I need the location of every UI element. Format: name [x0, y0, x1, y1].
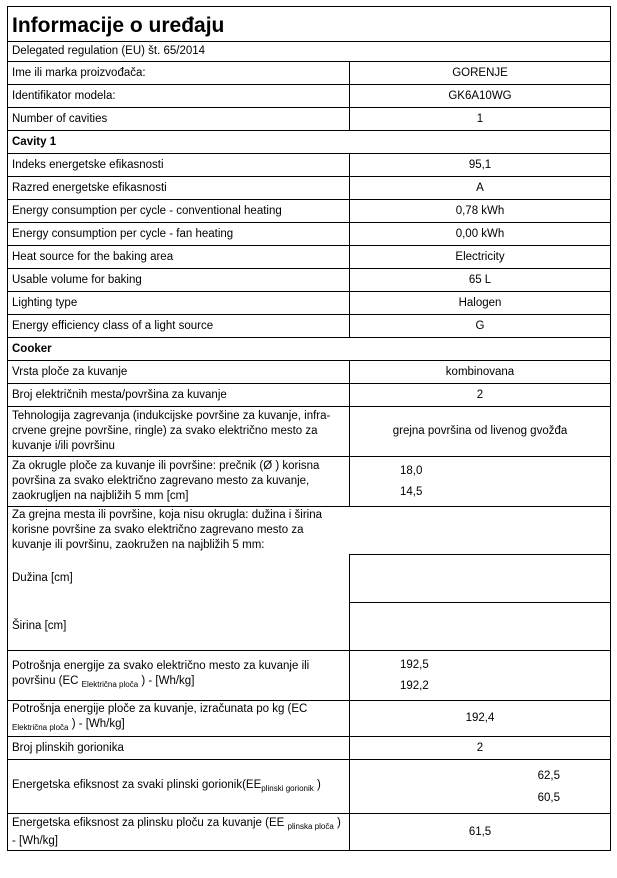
- burner-efficiency-values: [350, 760, 611, 814]
- table-row: [8, 407, 611, 457]
- row-value: grejna površina od livenog gvožđa: [350, 407, 611, 457]
- row-label: Lighting type: [8, 292, 350, 315]
- table-row: [8, 177, 611, 200]
- row-value: 61,5: [350, 814, 611, 851]
- row-label: Ime ili marka proizvođača:: [8, 62, 350, 85]
- table-row: [8, 457, 611, 507]
- diameter-value: 18,0: [400, 464, 423, 477]
- burner-efficiency-value: 60,5: [537, 791, 561, 804]
- regulation-subtitle: Delegated regulation (EU) št. 65/2014: [8, 42, 611, 62]
- section-row: [8, 131, 611, 154]
- row-value: Electricity: [350, 246, 611, 269]
- row-label: Energy consumption per cycle - fan heating: [8, 223, 350, 246]
- row-label: Energetska efiksnost za svaki plinski $gorionik(EE_{plinski gorionik}$ ): [8, 760, 350, 814]
- table-row: [8, 361, 611, 384]
- nonround-label: Za grejna mesta ili površine, koja nisu okrugla: dužina i širina korisne površine za svako električno zagrevano mesto za kuvanje ili površinu, zaokružen na najbližih 5 mm:: [8, 507, 611, 555]
- cavity-heading: Cavity 1: [8, 131, 611, 154]
- table-row: [8, 85, 611, 108]
- row-value: 0,00 kWh: [350, 223, 611, 246]
- table-row: [8, 246, 611, 269]
- table-row: [8, 315, 611, 338]
- section-row: [8, 338, 611, 361]
- row-value: kombinovana: [350, 361, 611, 384]
- table-row: [8, 814, 611, 851]
- table-row: [8, 200, 611, 223]
- table-row: [8, 603, 611, 651]
- row-label: Indeks energetske efikasnosti: [8, 154, 350, 177]
- table-row: [8, 223, 611, 246]
- row-value: GORENJE: [350, 62, 611, 85]
- row-value: 95,1: [350, 154, 611, 177]
- table-row: [8, 651, 611, 701]
- length-value: [350, 555, 611, 603]
- table-row: [8, 737, 611, 760]
- width-value: [350, 603, 611, 651]
- table-row: [8, 292, 611, 315]
- row-label: Potrošnja energije ploče za kuvanje, izračunata po kg (EC $_{Električna ploča}$ ) - [Wh/kg]: [8, 701, 350, 737]
- row-value: 1: [350, 108, 611, 131]
- subtitle-row: [8, 42, 611, 62]
- table-row: [8, 507, 611, 555]
- product-info-table: [7, 6, 611, 851]
- page-title: Informacije o uređaju: [12, 13, 225, 37]
- zone-energy-value: 192,5: [400, 658, 429, 671]
- row-label: Usable volume for baking: [8, 269, 350, 292]
- row-label: Energy efficiency class of a light source: [8, 315, 350, 338]
- row-value: 2: [350, 384, 611, 407]
- row-label: Energy consumption per cycle - conventional heating: [8, 200, 350, 223]
- product-info-sheet: [7, 6, 610, 851]
- table-row: [8, 269, 611, 292]
- table-row: [8, 62, 611, 85]
- row-value: 65 L: [350, 269, 611, 292]
- row-value: Halogen: [350, 292, 611, 315]
- row-label: Za okrugle ploče za kuvanje ili površine: prečnik (Ø ) korisna površina za svako električno zagrevano mesto za kuvanje, zaokrugljen na najbližih 5 mm [cm]: [8, 457, 350, 507]
- table-row: [8, 760, 611, 814]
- burner-efficiency-value: 62,5: [537, 769, 561, 782]
- row-label: Identifikator modela:: [8, 85, 350, 108]
- row-label: Heat source for the baking area: [8, 246, 350, 269]
- table-row: [8, 108, 611, 131]
- row-value: G: [350, 315, 611, 338]
- row-value: A: [350, 177, 611, 200]
- table-row: [8, 555, 611, 603]
- width-label: Širina [cm]: [8, 603, 350, 651]
- cooker-heading: Cooker: [8, 338, 611, 361]
- row-label: Energetska efiksnost za plinsku ploču za kuvanje (EE $_{plinska ploča}$ ) - [Wh/kg]: [8, 814, 350, 851]
- row-label: Tehnologija zagrevanja (indukcijske površine za kuvanje, infra-crvene grejne površine, ringle) za svako električno mesto za kuvanje i/ili površinu: [8, 407, 350, 457]
- row-label: Razred energetske efikasnosti: [8, 177, 350, 200]
- row-value: GK6A10WG: [350, 85, 611, 108]
- row-label: Potrošnja energije za svako električno mesto za kuvanje ili površinu (EC $_{Električna ploča}$ ) - [Wh/kg]: [8, 651, 350, 701]
- zone-energy-value: 192,2: [400, 679, 429, 692]
- row-label: Broj električnih mesta/površina za kuvanje: [8, 384, 350, 407]
- title-row: [8, 7, 611, 42]
- row-label: Number of cavities: [8, 108, 350, 131]
- row-value: 192,4: [350, 701, 611, 737]
- row-label: Broj plinskih gorionika: [8, 737, 350, 760]
- table-row: [8, 154, 611, 177]
- length-label: Dužina [cm]: [8, 555, 350, 603]
- table-row: [8, 384, 611, 407]
- table-row: [8, 701, 611, 737]
- zone-energy-values: [350, 651, 611, 701]
- diameter-value: 14,5: [400, 485, 423, 498]
- round-diameter-values: [350, 457, 611, 507]
- row-value: 0,78 kWh: [350, 200, 611, 223]
- row-value: 2: [350, 737, 611, 760]
- row-label: Vrsta ploče za kuvanje: [8, 361, 350, 384]
